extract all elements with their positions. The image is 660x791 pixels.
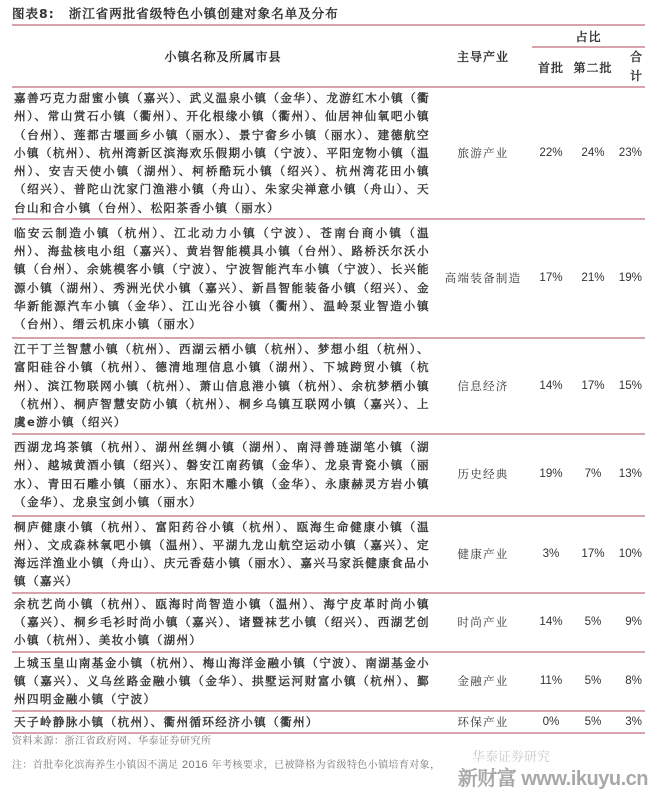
second-batch-pct: 24% [570,87,616,219]
col-header-total: 合 计 [616,47,645,87]
col-header-names: 小镇名称及所属市县 [12,26,434,87]
total-pct: 3% [616,711,645,733]
town-list: 西湖龙坞茶镇（杭州）、湖州丝绸小镇（湖州）、南浔善琏湖笔小镇（湖州）、越城黄酒小镇（绍兴）、磐安江南药镇（金华）、龙泉青瓷小镇（丽水）、青田石雕小镇（丽水）、东阳木雕小镇（金华）、永康赫灵方岩小镇（金华）、龙泉宝剑小镇（丽水） [12,434,434,516]
first-batch-pct: 3% [532,516,570,593]
col-header-second-batch: 第二批 [570,47,616,87]
footnote-suffix: 年考核要求，已被降格为省级特色小镇培育对象， [211,760,441,771]
industry-cell: 健康产业 [434,516,532,593]
industry-cell: 金融产业 [434,652,532,711]
footnote-prefix: 注：首批奉化滨海养生小镇因不满足 [12,760,179,771]
table-row [12,711,645,733]
table-row [12,219,645,338]
town-list: 临安云制造小镇（杭州）、江北动力小镇（宁波）、苍南台商小镇（温州）、海盐核电小组（嘉兴）、黄岩智能模具小镇（台州）、路桥沃尔沃小镇（台州）、余姚模客小镇（宁波）、宁波智能汽车小镇（宁波）、长兴能源小镇（湖州）、秀洲光伏小镇（嘉兴）、新昌智能装备小镇（绍兴）、金华新能源汽车小镇（金华）、江山光谷小镇（衢州）、温岭泵业智造小镇（台州）、缙云机床小镇（丽水） [12,219,434,338]
source-note: 资料来源：浙江省政府网、华泰证券研究所 [12,736,212,747]
town-list: 上城玉皇山南基金小镇（杭州）、梅山海洋金融小镇（宁波）、南湖基金小镇（嘉兴）、义乌丝路金融小镇（金华）、拱墅运河财富小镇（杭州）、鄞州四明金融小镇（宁波） [12,652,434,711]
town-list: 天子岭静脉小镇（杭州）、衢州循环经济小镇（衢州） [12,711,434,733]
town-list: 桐庐健康小镇（杭州）、富阳药谷小镇（杭州）、瓯海生命健康小镇（温州）、文成森林氧吧小镇（温州）、平湖九龙山航空运动小镇（嘉兴）、定海远洋渔业小镇（舟山）、庆元香菇小镇（丽水）、嘉兴马家浜健康食品小镇（嘉兴） [12,516,434,593]
total-pct: 19% [616,219,645,338]
total-pct: 23% [616,87,645,219]
table-row [12,338,645,433]
industry-cell: 信息经济 [434,338,532,433]
col-header-industry: 主导产业 [434,26,532,87]
second-batch-pct: 5% [570,711,616,733]
figure-label: 图表8: [12,6,55,21]
total-pct: 15% [616,338,645,433]
table-row [12,87,645,219]
footnote [12,756,440,771]
watermark-logo: 新财富 www.ikuyu.cn [457,768,648,790]
watermark-overlay: 华泰证券研究 [472,750,551,765]
town-list: 江干丁兰智慧小镇（杭州）、西湖云栖小镇（杭州）、梦想小组（杭州）、富阳硅谷小镇（杭州）、德清地理信息小镇（湖州）、下城跨贸小镇（杭州）、滨江物联网小镇（杭州）、萧山信息港小镇（杭州）、余杭梦栖小镇（杭州）、桐庐智慧安防小镇（杭州）、桐乡乌镇互联网小镇（嘉兴）、上虞e游小镇（绍兴） [12,338,434,433]
total-pct: 13% [616,434,645,516]
first-batch-pct: 17% [532,219,570,338]
first-batch-pct: 14% [532,338,570,433]
table-row [12,434,645,516]
second-batch-pct: 17% [570,338,616,433]
col-header-share: 占比 [532,26,645,47]
industry-cell: 环保产业 [434,711,532,733]
table-row [12,652,645,711]
col-header-first-batch: 首批 [532,47,570,87]
first-batch-pct: 22% [532,87,570,219]
footnote-year: 2016 [182,759,209,771]
first-batch-pct: 0% [532,711,570,733]
figure-title [12,2,645,26]
town-list: 余杭艺尚小镇（杭州）、瓯海时尚智造小镇（温州）、海宁皮革时尚小镇（嘉兴）、桐乡毛衫时尚小镇（嘉兴）、诸暨袜艺小镇（绍兴）、西湖艺创小镇（杭州）、美妆小镇（湖州） [12,593,434,652]
total-pct: 10% [616,516,645,593]
total-pct: 9% [616,593,645,652]
second-batch-pct: 7% [570,434,616,516]
industry-cell: 历史经典 [434,434,532,516]
industry-cell: 时尚产业 [434,593,532,652]
table-row [12,516,645,593]
first-batch-pct: 11% [532,652,570,711]
second-batch-pct: 5% [570,593,616,652]
figure-title-text: 浙江省两批省级特色小镇创建对象名单及分布 [68,6,339,21]
town-list: 嘉善巧克力甜蜜小镇（嘉兴）、武义温泉小镇（金华）、龙游红木小镇（衢州）、常山赏石小镇（衢州）、开化根缘小镇（衢州）、仙居神仙氧吧小镇（台州）、莲都古堰画乡小镇（丽水）、景宁畲乡小镇（丽水）、建德航空小镇（杭州）、杭州湾新区滨海欢乐假期小镇（宁波）、平阳宠物小镇（温州）、安吉天使小镇（湖州）、柯桥酷玩小镇（绍兴）、杭州湾花田小镇（绍兴）、普陀山沈家门渔港小镇（舟山）、朱家尖禅意小镇（舟山）、天台山和合小镇（台州）、松阳茶香小镇（丽水） [12,87,434,219]
towns-table [12,26,645,734]
second-batch-pct: 5% [570,652,616,711]
total-pct: 8% [616,652,645,711]
industry-cell: 高端装备制造 [434,219,532,338]
industry-cell: 旅游产业 [434,87,532,219]
first-batch-pct: 19% [532,434,570,516]
second-batch-pct: 17% [570,516,616,593]
table-row [12,593,645,652]
second-batch-pct: 21% [570,219,616,338]
first-batch-pct: 14% [532,593,570,652]
